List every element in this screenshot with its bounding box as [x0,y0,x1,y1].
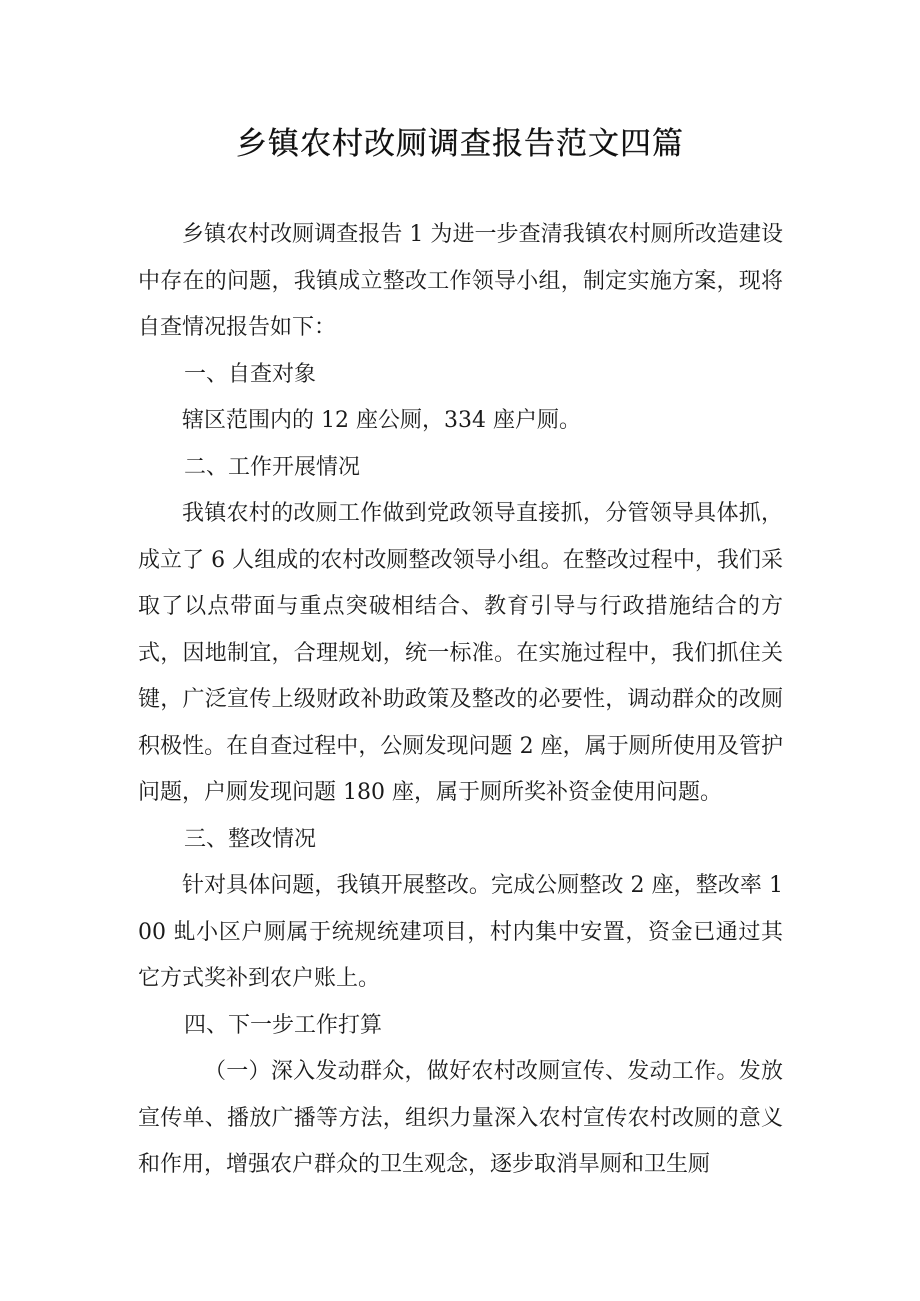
section-heading: 一、自查对象 [184,361,317,387]
section-heading: 三、整改情况 [184,826,317,852]
paragraph: 针对具体问题，我镇开展整改。完成公厕整改 2 座，整改率 100 虬小区户厕属于统规统建项目，村内集中安置，资金已通过其它方式奖补到农户账上。 [138,873,783,991]
document-title: 乡镇农村改厕调查报告范文四篇 [236,126,684,162]
paragraph: 我镇农村的改厕工作做到党政领导直接抓，分管领导具体抓，成立了 6 人组成的农村改厕整改领导小组。在整改过程中，我们采取了以点带面与重点突破相结合、教育引导与行政措施结合的方式，因地制宜，合理规划，统一标准。在实施过程中，我们抓住关键，广泛宣传上级财政补助政策及整改的必要性，调动群众的改厕积极性。在自查过程中，公厕发现问题 2 座，属于厕所使用及管护问题，户厕发现问题 180 座，属于厕所奖补资金使用问题。 [138,501,783,805]
section-heading: 四、下一步工作打算 [184,1012,383,1038]
paragraph: 辖区范围内的 12 座公厕，334 座户厕。 [182,408,581,433]
paragraph: 乡镇农村改厕调查报告 1 为进一步查清我镇农村厕所改造建设中存在的问题，我镇成立整改工作领导小组，制定实施方案，现将自查情况报告如下： [138,222,783,340]
list-item: （一）深入发动群众，做好农村改厕宣传、发动工作。发放宣传单、播放广播等方法，组织力量深入农村宣传农村改厕的意义和作用，增强农户群众的卫生观念，逐步取消旱厕和卫生厕 [138,1059,783,1177]
document-body [138,212,783,1189]
section-heading: 二、工作开展情况 [184,454,361,480]
